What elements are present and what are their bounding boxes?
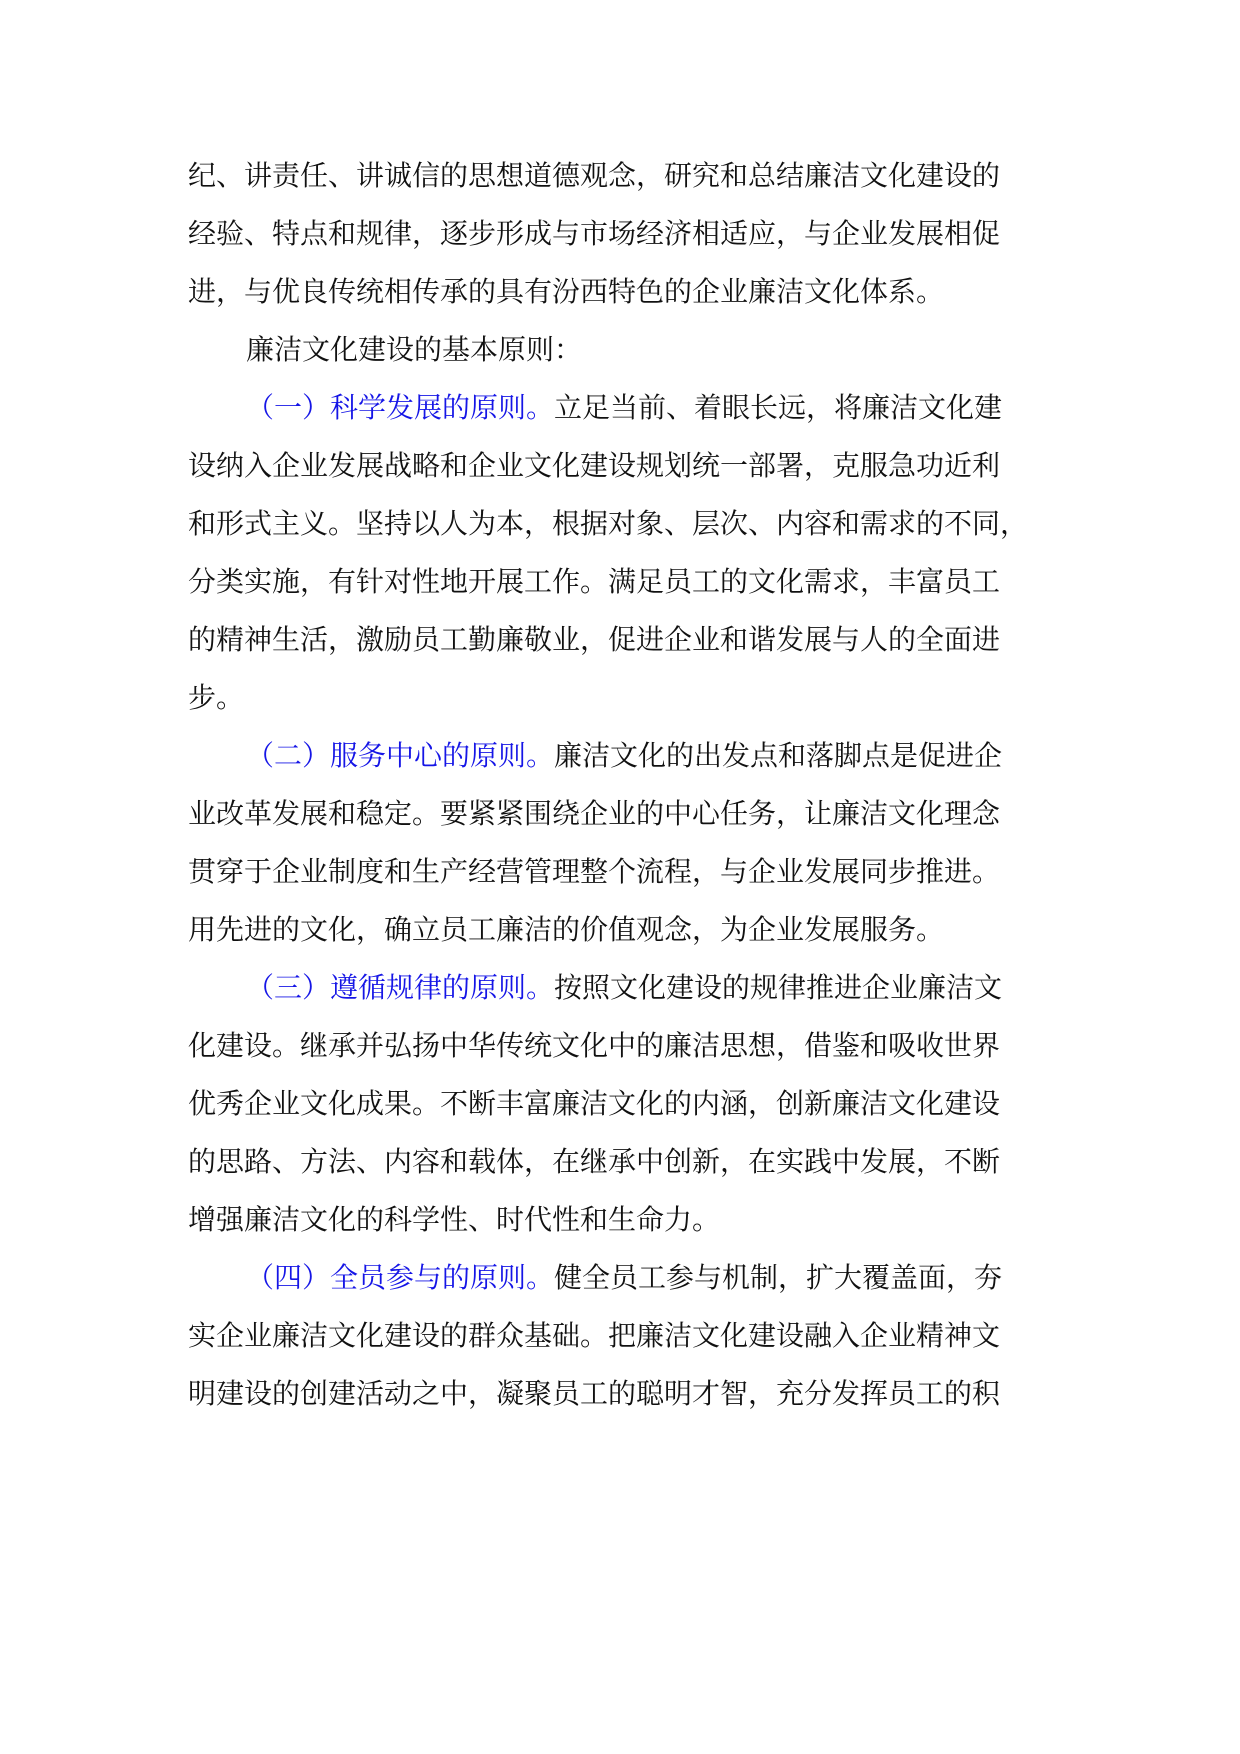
principle-3-line: 化建设。继承并弘扬中华传统文化中的廉洁思想，借鉴和吸收世界	[188, 1029, 1001, 1062]
intro-line-2: 经验、特点和规律，逐步形成与市场经济相适应，与企业发展相促	[188, 217, 1001, 250]
intro-line-3: 进，与优良传统相传承的具有汾西特色的企业廉洁文化体系。	[188, 275, 945, 308]
principle-4-heading: （四）全员参与的原则。	[246, 1261, 555, 1294]
principle-2-line: 用先进的文化，确立员工廉洁的价值观念，为企业发展服务。	[188, 913, 945, 946]
principle-4-line: 明建设的创建活动之中，凝聚员工的聪明才智，充分发挥员工的积	[188, 1377, 1001, 1410]
principle-2-heading: （二）服务中心的原则。	[246, 739, 555, 772]
principle-1-line: 分类实施，有针对性地开展工作。满足员工的文化需求，丰富员工	[188, 565, 1001, 598]
principle-4-first-line	[246, 1258, 1002, 1298]
principle-3-first-line	[246, 968, 1002, 1008]
principle-2-line: 业改革发展和稳定。要紧紧围绕企业的中心任务，让廉洁文化理念	[188, 797, 1001, 830]
principle-2-first-line	[246, 736, 1002, 776]
principle-1-first-line-text: 立足当前、着眼长远，将廉洁文化建	[554, 391, 1003, 424]
principle-3-line: 的思路、方法、内容和载体，在继承中创新，在实践中发展，不断	[188, 1145, 1001, 1178]
principle-1-line: 设纳入企业发展战略和企业文化建设规划统一部署，克服急功近利	[188, 449, 1001, 482]
principle-4-first-line-text: 健全员工参与机制，扩大覆盖面，夯	[554, 1261, 1003, 1294]
principle-4-line: 实企业廉洁文化建设的群众基础。把廉洁文化建设融入企业精神文	[188, 1319, 1001, 1352]
principle-1-line: 步。	[188, 681, 245, 714]
principle-1-heading: （一）科学发展的原则。	[246, 391, 555, 424]
principle-3-first-line-text: 按照文化建设的规律推进企业廉洁文	[554, 971, 1003, 1004]
principles-intro: 廉洁文化建设的基本原则：	[246, 333, 583, 366]
principle-3-heading: （三）遵循规律的原则。	[246, 971, 555, 1004]
principle-3-line: 增强廉洁文化的科学性、时代性和生命力。	[188, 1203, 721, 1236]
intro-line-1: 纪、讲责任、讲诚信的思想道德观念，研究和总结廉洁文化建设的	[188, 159, 1001, 192]
principle-2-line: 贯穿于企业制度和生产经营管理整个流程，与企业发展同步推进。	[188, 855, 1001, 888]
principle-1-line: 和形式主义。坚持以人为本，根据对象、层次、内容和需求的不同，	[188, 507, 1029, 540]
principle-2-first-line-text: 廉洁文化的出发点和落脚点是促进企	[554, 739, 1003, 772]
principle-1-first-line	[246, 388, 1002, 428]
principle-3-line: 优秀企业文化成果。不断丰富廉洁文化的内涵，创新廉洁文化建设	[188, 1087, 1001, 1120]
principle-1-line: 的精神生活，激励员工勤廉敬业，促进企业和谐发展与人的全面进	[188, 623, 1001, 656]
